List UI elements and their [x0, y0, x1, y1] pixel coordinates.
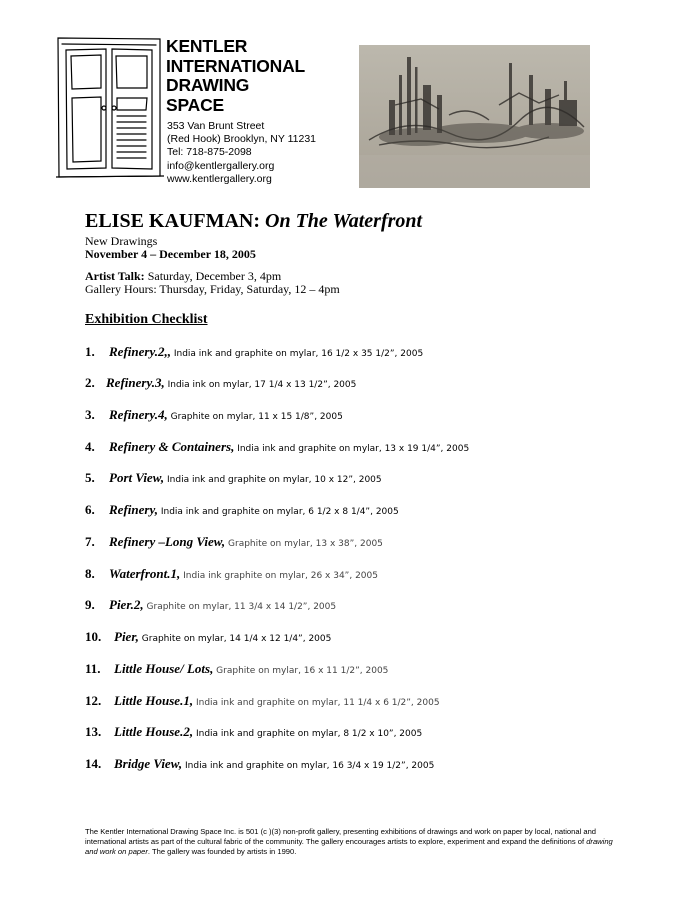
item-punct: , — [189, 724, 194, 739]
item-title: Waterfront.1 — [109, 566, 178, 581]
item-title: Refinery — [109, 502, 155, 517]
footer-text: The Kentler International Drawing Space Inc. is 501 (c )(3) non-profit gallery, presenting exhibitions of drawings and work on paper by local, national and international artists as part of the cultural fabric of the community. The gallery encourages artists to explore, experiment and expand the definitions of — [85, 827, 597, 846]
checklist-item — [85, 692, 440, 712]
checklist-item — [85, 469, 382, 489]
item-punct: , — [140, 597, 144, 612]
item-title: Refinery.2 — [109, 344, 165, 359]
item-punct: , — [177, 566, 181, 581]
item-punct: , — [135, 629, 139, 644]
item-details: India ink and graphite on mylar, 11 1/4 x 6 1/2”, 2005 — [193, 698, 440, 708]
item-punct: , — [231, 439, 235, 454]
item-details: Graphite on mylar, 11 3/4 x 14 1/2”, 2005 — [143, 602, 337, 612]
gallery-name-line: INTERNATIONAL — [166, 55, 306, 76]
item-number: 14. — [85, 756, 102, 771]
artist-talk-value: Saturday, December 3, 4pm — [144, 269, 282, 283]
item-details: India ink and graphite on mylar, 16 1/2 x 35 1/2”, 2005 — [170, 349, 424, 359]
footer-text-end: . The gallery was founded by artists in 1990. — [147, 847, 297, 856]
item-number: 9. — [85, 597, 95, 612]
checklist-item — [85, 343, 423, 363]
gallery-logo-doorway-drawing — [56, 36, 164, 180]
item-punct: ,, — [164, 344, 171, 359]
item-number: 8. — [85, 566, 95, 581]
item-title: Little House/ Lots — [114, 661, 211, 676]
checklist-item — [85, 406, 343, 426]
address-street: 353 Van Brunt Street — [167, 120, 265, 132]
address-city: (Red Hook) Brooklyn, NY 11231 — [167, 133, 317, 146]
item-details: India ink and graphite on mylar, 8 1/2 x 10”, 2005 — [193, 729, 423, 739]
item-details: Graphite on mylar, 14 1/4 x 12 1/4”, 2005 — [138, 634, 332, 644]
item-details: Graphite on mylar, 13 x 38”, 2005 — [225, 539, 383, 549]
item-number: 6. — [85, 502, 95, 517]
gallery-name — [166, 37, 305, 115]
artist-name: ELISE KAUFMAN: — [85, 210, 261, 232]
item-title: Refinery –Long View — [109, 534, 222, 549]
item-title: Refinery.4 — [109, 407, 165, 422]
address-email: info@kentlergallery.org — [167, 159, 275, 172]
item-punct: , — [189, 693, 194, 708]
item-title: Pier — [114, 629, 136, 644]
exhibition-dates: November 4 – December 18, 2005 — [85, 247, 256, 261]
checklist-item — [85, 628, 331, 648]
item-number: 2. — [85, 375, 95, 390]
item-punct: , — [161, 375, 165, 390]
item-punct: , — [160, 470, 165, 485]
footer-mission-statement — [85, 827, 625, 857]
item-number: 10. — [85, 629, 102, 644]
item-number: 3. — [85, 407, 95, 422]
address-phone: Tel: 718-875-2098 — [167, 146, 252, 159]
item-details: India ink and graphite on mylar, 10 x 12”, 2005 — [164, 475, 382, 485]
item-punct: , — [221, 534, 226, 549]
checklist-item — [85, 755, 434, 775]
checklist-heading: Exhibition Checklist — [85, 312, 208, 327]
item-number: 1. — [85, 344, 95, 359]
item-title: Port View — [109, 470, 161, 485]
item-punct: , — [164, 407, 168, 422]
item-punct: , — [154, 502, 158, 517]
artist-talk-label: Artist Talk: — [85, 269, 145, 283]
item-number: 4. — [85, 439, 95, 454]
gallery-name-line: DRAWING — [166, 75, 250, 95]
gallery-hours: Gallery Hours: Thursday, Friday, Saturday, 12 – 4pm — [85, 282, 340, 296]
gallery-name-line: KENTLER — [166, 36, 248, 56]
gallery-name-line: SPACE — [166, 94, 224, 115]
item-title: Refinery & Containers — [109, 439, 232, 454]
item-title: Bridge View — [114, 756, 179, 771]
item-title: Little House.2 — [114, 724, 190, 739]
show-title: On The Waterfront — [265, 210, 423, 232]
gallery-address — [167, 120, 316, 186]
footer-italic-text: drawing and work on paper — [85, 837, 613, 856]
exhibition-title — [85, 210, 422, 233]
item-details: Graphite on mylar, 16 x 11 1/2”, 2005 — [213, 666, 389, 676]
checklist-item — [85, 374, 356, 394]
item-number: 7. — [85, 534, 95, 549]
checklist-item — [85, 596, 336, 616]
checklist-item — [85, 660, 388, 680]
item-punct: , — [210, 661, 214, 676]
item-number: 11. — [85, 661, 101, 676]
artwork-image — [359, 45, 590, 188]
checklist-item — [85, 533, 383, 553]
item-details: India ink and graphite on mylar, 6 1/2 x 8 1/4”, 2005 — [157, 507, 399, 517]
checklist-item — [85, 438, 469, 458]
item-title: Refinery.3 — [106, 375, 162, 390]
item-details: India ink and graphite on mylar, 13 x 19 1/4”, 2005 — [234, 444, 470, 454]
item-title: Little House.1 — [114, 693, 190, 708]
address-website: www.kentlergallery.org — [167, 172, 272, 185]
item-number: 13. — [85, 724, 102, 739]
exhibition-subtitle: New Drawings — [85, 234, 158, 248]
item-details: India ink and graphite on mylar, 16 3/4 x 19 1/2”, 2005 — [182, 761, 435, 771]
item-details: India ink on mylar, 17 1/4 x 13 1/2”, 2005 — [164, 380, 357, 390]
item-title: Pier.2 — [109, 597, 141, 612]
checklist-item — [85, 565, 378, 585]
item-details: India ink graphite on mylar, 26 x 34”, 2005 — [180, 571, 378, 581]
item-details: Graphite on mylar, 11 x 15 1/8”, 2005 — [167, 412, 343, 422]
item-punct: , — [178, 756, 183, 771]
checklist-item — [85, 723, 422, 743]
item-number: 5. — [85, 470, 95, 485]
item-number: 12. — [85, 693, 102, 708]
checklist-item — [85, 501, 399, 521]
